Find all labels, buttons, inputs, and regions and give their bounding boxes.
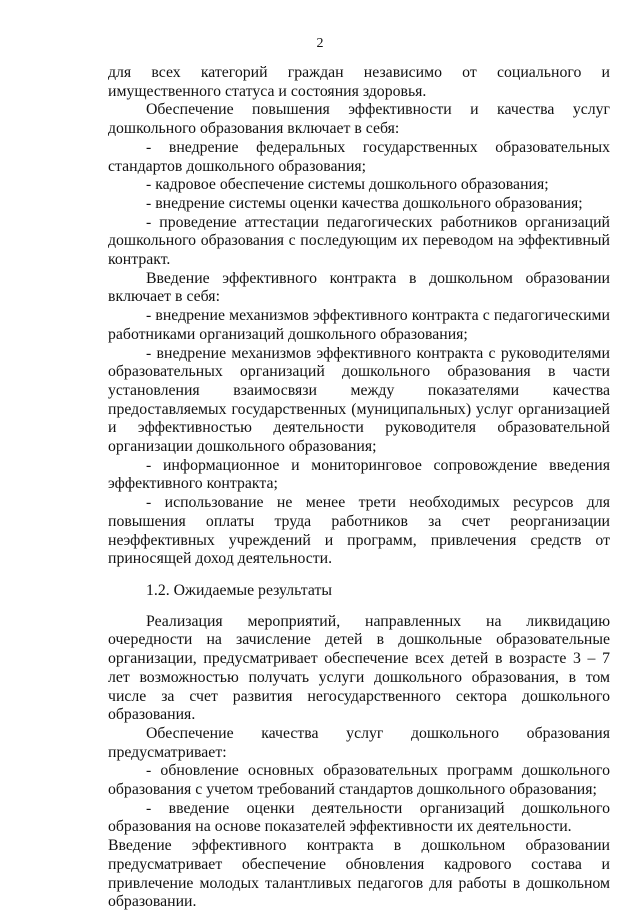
- paragraph-quality-results: Обеспечение качества услуг дошкольного образования предусматривает:: [108, 724, 610, 761]
- paragraph-final: Введение эффективного контракта в дошкольном образовании предусматривает обеспечение обновления кадрового состава и привлечение молодых талантливых педагогов для работы в дошкольном образовании.: [108, 837, 610, 911]
- list-item: - внедрение механизмов эффективного контракта с руководителями образовательных организаций дошкольного образования в части установления взаимосвязи между показателями качества предоставляемых государственных (муниципальных) услуг организацией и эффективностью деятельности руководителя образовательной организации дошкольного образования;: [108, 344, 610, 456]
- list-item: - введение оценки деятельности организаций дошкольного образования на основе показателей эффективности их деятельности.: [108, 799, 610, 836]
- list-item: - внедрение механизмов эффективного контракта с педагогическими работниками организаций дошкольного образования;: [108, 307, 610, 343]
- section-heading: 1.2. Ожидаемые результаты: [146, 581, 332, 599]
- list-item: - использование не менее трети необходимых ресурсов для повышения оплаты труда работников за счет реорганизации неэффективных учреждений и программ, привлечения средств от приносящей доход деятельности.: [108, 494, 610, 568]
- page-number: 2: [316, 36, 324, 51]
- list-item: - кадровое обеспечение системы дошкольного образования;: [146, 176, 549, 194]
- list-item: - внедрение системы оценки качества дошкольного образования;: [146, 194, 583, 212]
- paragraph-contract-intro: Введение эффективного контракта в дошкольном образовании включает в себя:: [108, 269, 610, 306]
- list-item: - внедрение федеральных государственных образовательных стандартов дошкольного образования;: [108, 138, 610, 175]
- list-item: - проведение аттестации педагогических работников организаций дошкольного образования с последующим их переводом на эффективный контракт.: [108, 213, 610, 269]
- spacer: [108, 569, 610, 582]
- document-body: [108, 64, 610, 912]
- paragraph-quality-intro: Обеспечение повышения эффективности и качества услуг дошкольного образования включает в себя:: [108, 101, 610, 138]
- paragraph-results: Реализация мероприятий, направленных на ликвидацию очередности на зачисление детей в дошкольные образовательные организации, предусматривает обеспечение всех детей в возрасте 3 – 7 лет возможностью получать услуги дошкольного образования, в том числе за счет развития негосударственного сектора дошкольного образования.: [108, 612, 610, 724]
- paragraph-continuation: для всех категорий граждан независимо от социального и имущественного статуса и состояния здоровья.: [108, 64, 610, 100]
- spacer: [108, 601, 610, 613]
- list-item: - информационное и мониторинговое сопровождение введения эффективного контракта;: [108, 456, 610, 493]
- list-item: - обновление основных образовательных программ дошкольного образования с учетом требований стандартов дошкольного образования;: [108, 762, 610, 799]
